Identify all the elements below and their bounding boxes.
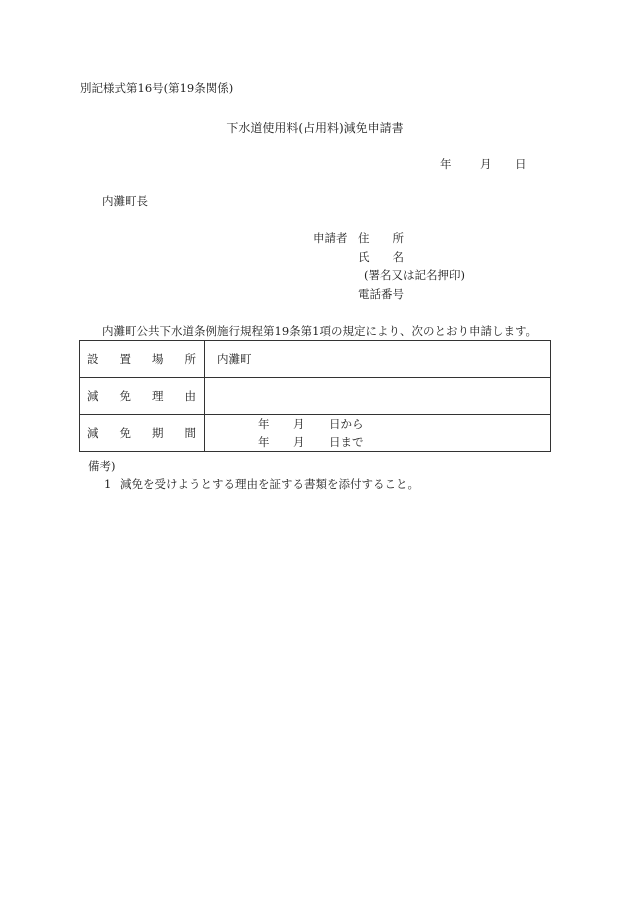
location-label: 設 置 場 所	[80, 341, 205, 378]
period-to: 年 月 日まで	[258, 435, 364, 449]
addressee: 内灘町長	[102, 194, 148, 208]
date-year: 年	[440, 157, 452, 171]
note-number: 1	[104, 477, 112, 491]
table-row-period	[80, 415, 551, 452]
reason-value[interactable]	[205, 378, 551, 415]
application-table	[79, 340, 551, 452]
reason-label: 減 免 理 由	[80, 378, 205, 415]
lead-text: 内灘町公共下水道条例施行規程第19条第1項の規定により、次のとおり申請します。	[102, 324, 538, 338]
table-row-location	[80, 341, 551, 378]
date-line	[440, 157, 527, 171]
note-item	[104, 477, 419, 491]
applicant-phone-label: 電話番号	[358, 287, 404, 301]
period-label: 減 免 期 間	[80, 415, 205, 452]
table-row-reason	[80, 378, 551, 415]
document-title: 下水道使用料(占用料)減免申請書	[226, 121, 404, 135]
applicant-name-label: 氏 名	[358, 250, 404, 264]
period-value[interactable]	[205, 415, 551, 452]
note-text: 減免を受けようとする理由を証する書類を添付すること。	[120, 477, 419, 491]
applicant-label: 申請者	[313, 231, 348, 245]
form-number: 別記様式第16号(第19条関係)	[80, 81, 234, 95]
location-value[interactable]: 内灘町	[205, 341, 551, 378]
applicant-address-label: 住 所	[358, 231, 404, 245]
seal-note: (署名又は記名押印)	[364, 268, 465, 282]
date-day: 日	[515, 157, 527, 171]
period-from: 年 月 日から	[258, 417, 364, 431]
notes-heading: 備考)	[88, 459, 116, 473]
date-month: 月	[480, 157, 492, 171]
